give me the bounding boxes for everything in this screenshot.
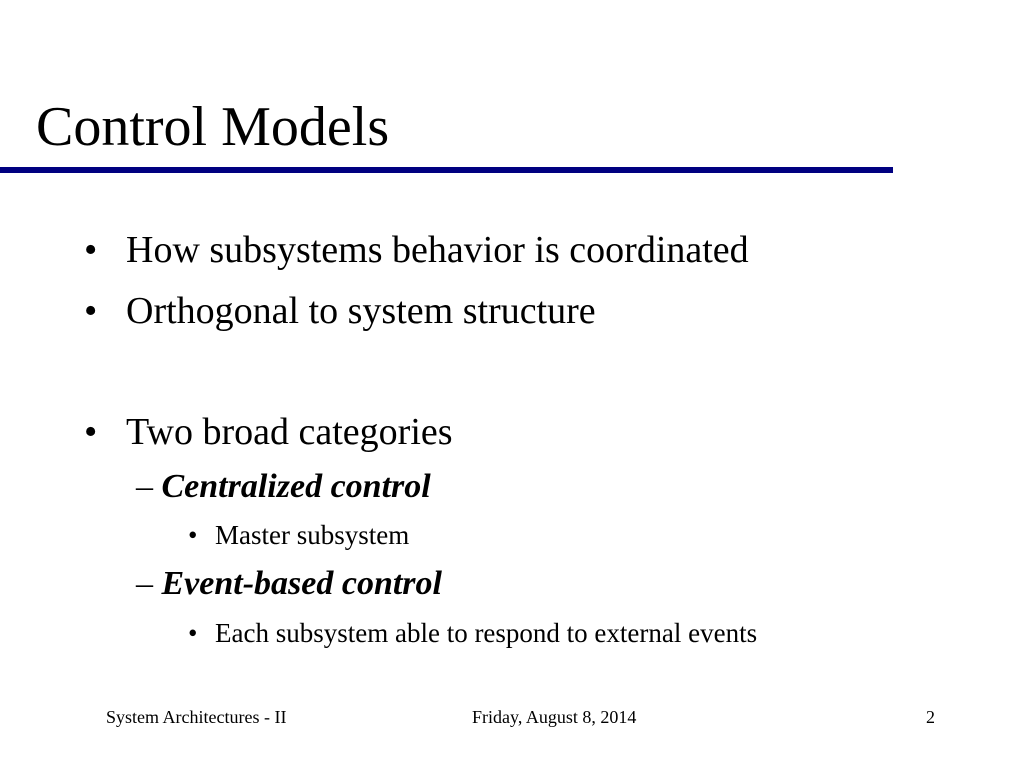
bullet-icon: • xyxy=(188,618,198,648)
bullet-icon: • xyxy=(84,411,98,453)
sub-sub-item xyxy=(188,616,757,650)
bullet-item xyxy=(84,227,749,273)
sub-item-label: Centralized control xyxy=(161,468,431,505)
sub-item-centralized xyxy=(136,466,431,508)
bullet-text: Orthogonal to system structure xyxy=(126,290,596,332)
bullet-icon: • xyxy=(84,290,98,332)
sub-item-label: Event-based control xyxy=(161,565,442,602)
footer-date: Friday, August 8, 2014 xyxy=(472,707,637,727)
title-underline xyxy=(0,167,893,173)
bullet-item xyxy=(84,409,453,455)
page-number: 2 xyxy=(926,707,935,727)
bullet-icon: • xyxy=(188,520,198,550)
footer-title: System Architectures - II xyxy=(106,707,287,727)
slide-title: Control Models xyxy=(36,96,390,158)
sub-sub-item xyxy=(188,518,409,552)
sub-sub-item-text: Master subsystem xyxy=(215,520,410,550)
bullet-text: How subsystems behavior is coordinated xyxy=(126,229,749,271)
bullet-text: Two broad categories xyxy=(126,411,453,453)
bullet-icon: • xyxy=(84,229,98,271)
dash-icon: – xyxy=(136,468,162,505)
dash-icon: – xyxy=(136,565,162,602)
sub-item-event-based xyxy=(136,563,442,605)
bullet-item xyxy=(84,288,596,334)
sub-sub-item-text: Each subsystem able to respond to external events xyxy=(215,618,758,648)
